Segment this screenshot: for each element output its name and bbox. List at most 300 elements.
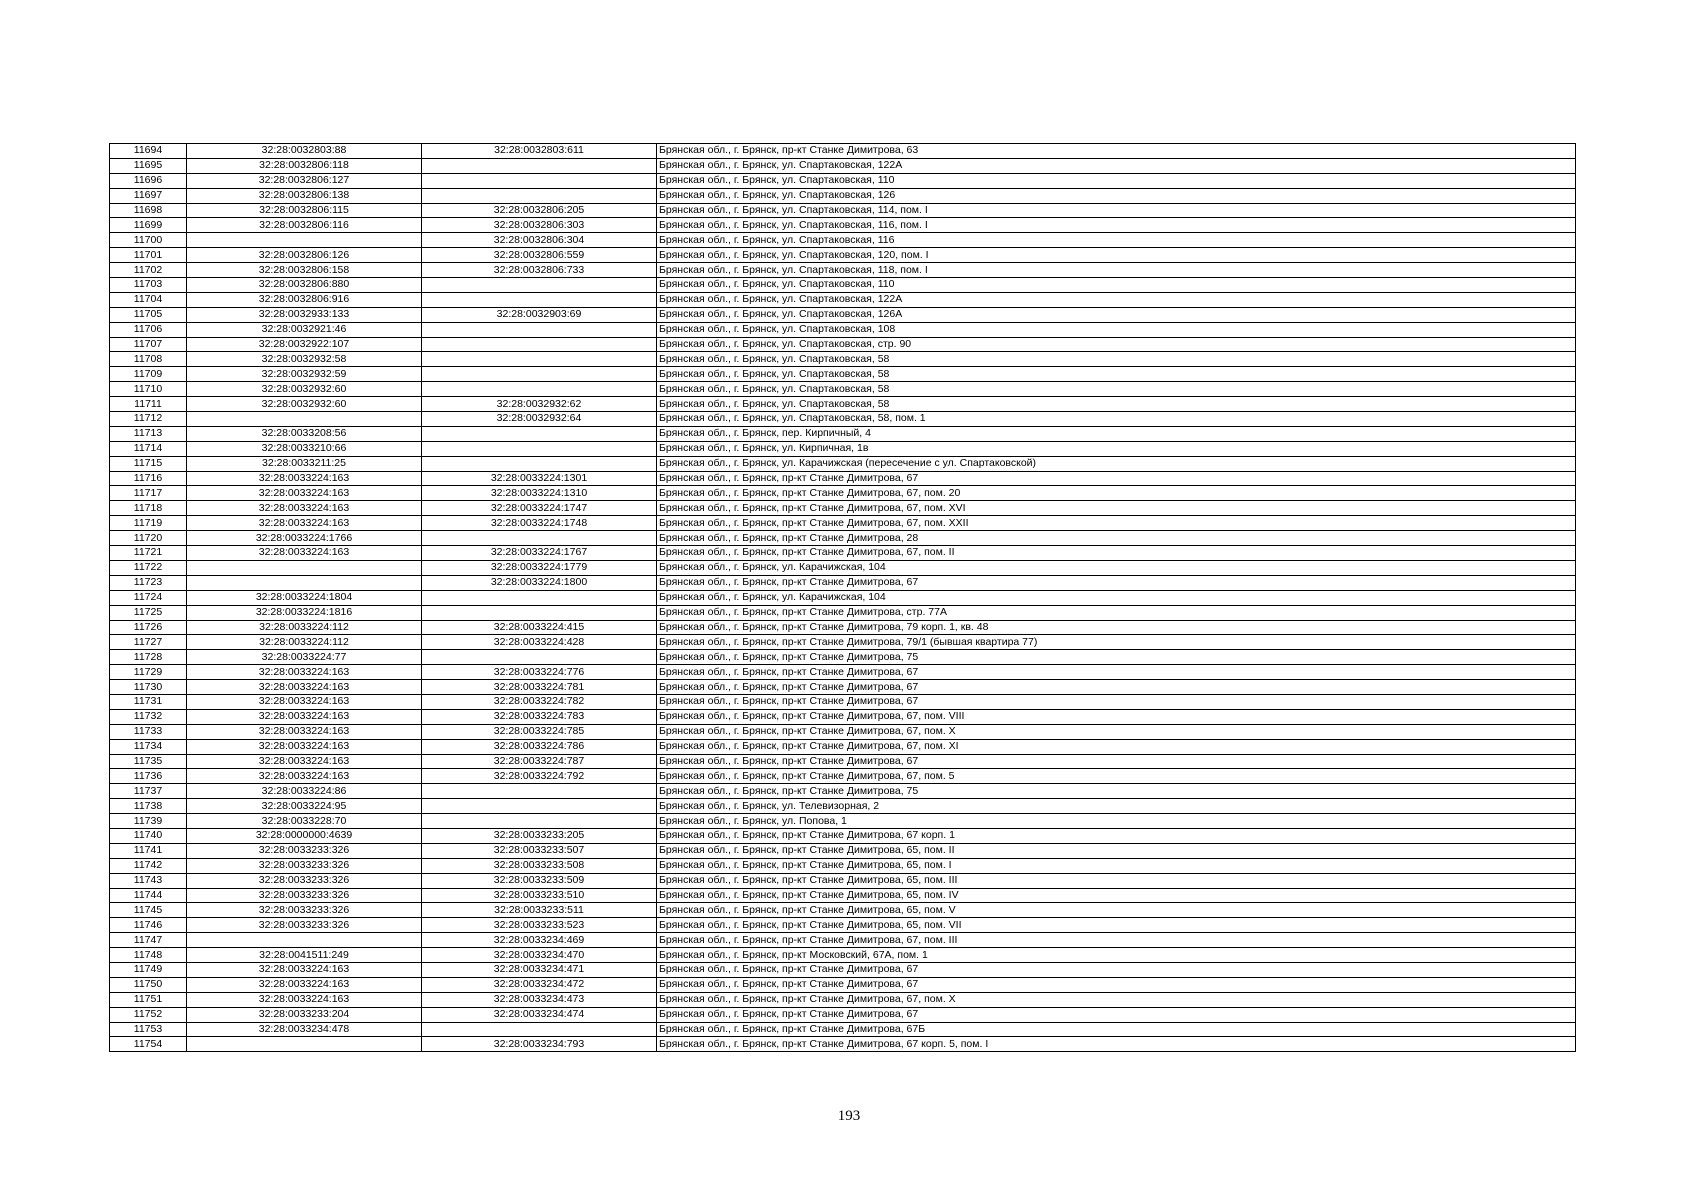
cadastral-number-object-cell: 32:28:0033224:1779 xyxy=(422,560,657,575)
cadastral-number-parcel-cell: 32:28:0032806:118 xyxy=(187,158,422,173)
row-number-cell: 11705 xyxy=(110,307,187,322)
cadastral-number-parcel-cell: 32:28:0033224:1804 xyxy=(187,590,422,605)
table-row xyxy=(110,665,1576,680)
row-number-cell: 11694 xyxy=(110,144,187,159)
address-cell: Брянская обл., г. Брянск, ул. Спартаковская, 126 xyxy=(657,188,1576,203)
cadastral-number-object-cell: 32:28:0033234:472 xyxy=(422,977,657,992)
register-table xyxy=(109,143,1576,1052)
row-number-cell: 11745 xyxy=(110,903,187,918)
address-cell: Брянская обл., г. Брянск, ул. Спартаковская, 122А xyxy=(657,158,1576,173)
row-number-cell: 11719 xyxy=(110,516,187,531)
address-cell: Брянская обл., г. Брянск, ул. Спартаковская, 58 xyxy=(657,397,1576,412)
cadastral-number-parcel-cell: 32:28:0033233:326 xyxy=(187,858,422,873)
cadastral-number-object-cell xyxy=(422,158,657,173)
table-row xyxy=(110,441,1576,456)
row-number-cell: 11717 xyxy=(110,486,187,501)
address-cell: Брянская обл., г. Брянск, ул. Карачижская, 104 xyxy=(657,560,1576,575)
cadastral-number-object-cell: 32:28:0033224:792 xyxy=(422,769,657,784)
cadastral-number-object-cell: 32:28:0033224:415 xyxy=(422,620,657,635)
cadastral-number-object-cell xyxy=(422,456,657,471)
cadastral-number-parcel-cell: 32:28:0033224:163 xyxy=(187,516,422,531)
address-cell: Брянская обл., г. Брянск, пр-кт Станке Димитрова, 75 xyxy=(657,784,1576,799)
table-row xyxy=(110,188,1576,203)
address-cell: Брянская обл., г. Брянск, пр-кт Станке Димитрова, 67, пом. XI xyxy=(657,739,1576,754)
cadastral-number-object-cell: 32:28:0033224:785 xyxy=(422,724,657,739)
address-cell: Брянская обл., г. Брянск, ул. Попова, 1 xyxy=(657,814,1576,829)
row-number-cell: 11720 xyxy=(110,531,187,546)
address-cell: Брянская обл., г. Брянск, пр-кт Станке Димитрова, 67, пом. II xyxy=(657,546,1576,561)
page-number: 193 xyxy=(837,1108,861,1124)
cadastral-number-object-cell: 32:28:0033233:509 xyxy=(422,873,657,888)
row-number-cell: 11737 xyxy=(110,784,187,799)
cadastral-number-parcel-cell: 32:28:0032932:58 xyxy=(187,352,422,367)
table-row xyxy=(110,218,1576,233)
table-row xyxy=(110,590,1576,605)
cadastral-number-parcel-cell: 32:28:0000000:4639 xyxy=(187,828,422,843)
table-row xyxy=(110,531,1576,546)
cadastral-number-object-cell: 32:28:0032932:62 xyxy=(422,397,657,412)
row-number-cell: 11732 xyxy=(110,709,187,724)
cadastral-number-object-cell: 32:28:0032806:559 xyxy=(422,248,657,263)
address-cell: Брянская обл., г. Брянск, пр-кт Станке Димитрова, 65, пом. I xyxy=(657,858,1576,873)
cadastral-number-object-cell: 32:28:0033224:1748 xyxy=(422,516,657,531)
address-cell: Брянская обл., г. Брянск, пр-кт Станке Димитрова, 65, пом. IV xyxy=(657,888,1576,903)
row-number-cell: 11707 xyxy=(110,337,187,352)
address-cell: Брянская обл., г. Брянск, ул. Спартаковская, 120, пом. I xyxy=(657,248,1576,263)
address-cell: Брянская обл., г. Брянск, ул. Спартаковская, 110 xyxy=(657,278,1576,293)
address-cell: Брянская обл., г. Брянск, ул. Спартаковская, стр. 90 xyxy=(657,337,1576,352)
cadastral-number-object-cell xyxy=(422,322,657,337)
cadastral-number-object-cell xyxy=(422,292,657,307)
row-number-cell: 11697 xyxy=(110,188,187,203)
address-cell: Брянская обл., г. Брянск, пр-кт Станке Димитрова, 67 xyxy=(657,962,1576,977)
cadastral-number-parcel-cell: 32:28:0032806:126 xyxy=(187,248,422,263)
cadastral-number-parcel-cell: 32:28:0041511:249 xyxy=(187,948,422,963)
table-row xyxy=(110,739,1576,754)
cadastral-number-parcel-cell: 32:28:0032806:127 xyxy=(187,173,422,188)
address-cell: Брянская обл., г. Брянск, ул. Спартаковская, 58 xyxy=(657,367,1576,382)
cadastral-number-object-cell xyxy=(422,426,657,441)
address-cell: Брянская обл., г. Брянск, пр-кт Станке Димитрова, 67, пом. III xyxy=(657,933,1576,948)
table-row xyxy=(110,322,1576,337)
row-number-cell: 11728 xyxy=(110,650,187,665)
cadastral-number-parcel-cell: 32:28:0032922:107 xyxy=(187,337,422,352)
cadastral-number-parcel-cell: 32:28:0033224:1766 xyxy=(187,531,422,546)
cadastral-number-object-cell xyxy=(422,605,657,620)
cadastral-number-parcel-cell: 32:28:0033224:95 xyxy=(187,799,422,814)
address-cell: Брянская обл., г. Брянск, пр-кт Станке Димитрова, 79 корп. 1, кв. 48 xyxy=(657,620,1576,635)
table-row xyxy=(110,248,1576,263)
row-number-cell: 11724 xyxy=(110,590,187,605)
cadastral-number-parcel-cell: 32:28:0033224:112 xyxy=(187,635,422,650)
table-row xyxy=(110,263,1576,278)
cadastral-number-parcel-cell: 32:28:0032932:60 xyxy=(187,397,422,412)
cadastral-number-parcel-cell xyxy=(187,560,422,575)
address-cell: Брянская обл., г. Брянск, пр-кт Станке Димитрова, стр. 77А xyxy=(657,605,1576,620)
table-row xyxy=(110,412,1576,427)
table-row xyxy=(110,769,1576,784)
row-number-cell: 11751 xyxy=(110,992,187,1007)
table-row xyxy=(110,754,1576,769)
table-row xyxy=(110,784,1576,799)
cadastral-number-object-cell: 32:28:0033234:471 xyxy=(422,962,657,977)
row-number-cell: 11708 xyxy=(110,352,187,367)
table-row xyxy=(110,948,1576,963)
cadastral-number-object-cell: 32:28:0033224:781 xyxy=(422,680,657,695)
cadastral-number-parcel-cell: 32:28:0033211:25 xyxy=(187,456,422,471)
cadastral-number-parcel-cell: 32:28:0033224:163 xyxy=(187,501,422,516)
table-row xyxy=(110,724,1576,739)
table-row xyxy=(110,397,1576,412)
cadastral-number-parcel-cell: 32:28:0033224:86 xyxy=(187,784,422,799)
table-row xyxy=(110,799,1576,814)
address-cell: Брянская обл., г. Брянск, пр-кт Станке Димитрова, 79/1 (бывшая квартира 77) xyxy=(657,635,1576,650)
cadastral-number-parcel-cell: 32:28:0033224:163 xyxy=(187,769,422,784)
address-cell: Брянская обл., г. Брянск, ул. Карачижская (пересечение с ул. Спартаковской) xyxy=(657,456,1576,471)
address-cell: Брянская обл., г. Брянск, пр-кт Станке Димитрова, 67 корп. 1 xyxy=(657,828,1576,843)
table-row xyxy=(110,620,1576,635)
cadastral-number-object-cell: 32:28:0033224:776 xyxy=(422,665,657,680)
cadastral-number-object-cell: 32:28:0033224:428 xyxy=(422,635,657,650)
address-cell: Брянская обл., г. Брянск, ул. Спартаковская, 114, пом. I xyxy=(657,203,1576,218)
table-row xyxy=(110,680,1576,695)
row-number-cell: 11722 xyxy=(110,560,187,575)
address-cell: Брянская обл., г. Брянск, ул. Спартаковская, 126А xyxy=(657,307,1576,322)
cadastral-number-parcel-cell: 32:28:0033224:163 xyxy=(187,962,422,977)
cadastral-number-parcel-cell: 32:28:0032806:158 xyxy=(187,263,422,278)
address-cell: Брянская обл., г. Брянск, ул. Спартаковская, 58 xyxy=(657,352,1576,367)
cadastral-number-parcel-cell: 32:28:0033224:163 xyxy=(187,471,422,486)
cadastral-number-object-cell xyxy=(422,337,657,352)
cadastral-number-parcel-cell: 32:28:0033233:326 xyxy=(187,918,422,933)
table-row xyxy=(110,501,1576,516)
cadastral-number-object-cell xyxy=(422,1022,657,1037)
row-number-cell: 11750 xyxy=(110,977,187,992)
address-cell: Брянская обл., г. Брянск, пр-кт Станке Димитрова, 67 корп. 5, пом. I xyxy=(657,1037,1576,1052)
cadastral-number-parcel-cell: 32:28:0033224:163 xyxy=(187,977,422,992)
cadastral-number-object-cell: 32:28:0033224:787 xyxy=(422,754,657,769)
table-row xyxy=(110,158,1576,173)
table-row xyxy=(110,471,1576,486)
cadastral-number-parcel-cell: 32:28:0033224:163 xyxy=(187,546,422,561)
row-number-cell: 11735 xyxy=(110,754,187,769)
row-number-cell: 11706 xyxy=(110,322,187,337)
cadastral-number-object-cell: 32:28:0032903:69 xyxy=(422,307,657,322)
row-number-cell: 11730 xyxy=(110,680,187,695)
cadastral-number-object-cell xyxy=(422,173,657,188)
cadastral-number-parcel-cell: 32:28:0033228:70 xyxy=(187,814,422,829)
table-row xyxy=(110,650,1576,665)
cadastral-number-parcel-cell: 32:28:0033224:163 xyxy=(187,694,422,709)
table-row xyxy=(110,278,1576,293)
cadastral-number-object-cell: 32:28:0033234:473 xyxy=(422,992,657,1007)
address-cell: Брянская обл., г. Брянск, ул. Кирпичная, 1в xyxy=(657,441,1576,456)
address-cell: Брянская обл., г. Брянск, ул. Карачижская, 104 xyxy=(657,590,1576,605)
table-row xyxy=(110,962,1576,977)
row-number-cell: 11712 xyxy=(110,412,187,427)
row-number-cell: 11744 xyxy=(110,888,187,903)
table-row xyxy=(110,1007,1576,1022)
cadastral-number-object-cell: 32:28:0033234:474 xyxy=(422,1007,657,1022)
cadastral-number-object-cell: 32:28:0033224:1310 xyxy=(422,486,657,501)
cadastral-number-parcel-cell: 32:28:0033210:66 xyxy=(187,441,422,456)
cadastral-number-object-cell: 32:28:0033224:783 xyxy=(422,709,657,724)
row-number-cell: 11749 xyxy=(110,962,187,977)
table-row xyxy=(110,873,1576,888)
row-number-cell: 11734 xyxy=(110,739,187,754)
address-cell: Брянская обл., г. Брянск, пр-кт Московский, 67А, пом. 1 xyxy=(657,948,1576,963)
cadastral-number-object-cell xyxy=(422,590,657,605)
table-row xyxy=(110,843,1576,858)
cadastral-number-object-cell: 32:28:0033224:786 xyxy=(422,739,657,754)
row-number-cell: 11729 xyxy=(110,665,187,680)
cadastral-number-parcel-cell: 32:28:0032803:88 xyxy=(187,144,422,159)
cadastral-number-parcel-cell: 32:28:0033233:326 xyxy=(187,903,422,918)
table-row xyxy=(110,814,1576,829)
cadastral-number-parcel-cell: 32:28:0032806:115 xyxy=(187,203,422,218)
address-cell: Брянская обл., г. Брянск, ул. Спартаковская, 58 xyxy=(657,382,1576,397)
address-cell: Брянская обл., г. Брянск, ул. Спартаковская, 118, пом. I xyxy=(657,263,1576,278)
row-number-cell: 11725 xyxy=(110,605,187,620)
row-number-cell: 11739 xyxy=(110,814,187,829)
cadastral-number-object-cell xyxy=(422,799,657,814)
register-table-body xyxy=(110,144,1576,1052)
row-number-cell: 11711 xyxy=(110,397,187,412)
cadastral-number-parcel-cell xyxy=(187,933,422,948)
cadastral-number-object-cell: 32:28:0033234:469 xyxy=(422,933,657,948)
cadastral-number-parcel-cell: 32:28:0033224:163 xyxy=(187,680,422,695)
table-row xyxy=(110,144,1576,159)
row-number-cell: 11714 xyxy=(110,441,187,456)
address-cell: Брянская обл., г. Брянск, ул. Телевизорная, 2 xyxy=(657,799,1576,814)
table-row xyxy=(110,694,1576,709)
cadastral-number-parcel-cell: 32:28:0032806:116 xyxy=(187,218,422,233)
table-row xyxy=(110,516,1576,531)
cadastral-number-parcel-cell: 32:28:0033233:326 xyxy=(187,843,422,858)
address-cell: Брянская обл., г. Брянск, пр-кт Станке Димитрова, 67 xyxy=(657,680,1576,695)
row-number-cell: 11716 xyxy=(110,471,187,486)
address-cell: Брянская обл., г. Брянск, пр-кт Станке Димитрова, 65, пом. V xyxy=(657,903,1576,918)
cadastral-number-parcel-cell: 32:28:0033233:326 xyxy=(187,888,422,903)
table-row xyxy=(110,337,1576,352)
row-number-cell: 11721 xyxy=(110,546,187,561)
cadastral-number-parcel-cell: 32:28:0032806:880 xyxy=(187,278,422,293)
row-number-cell: 11699 xyxy=(110,218,187,233)
table-row xyxy=(110,546,1576,561)
address-cell: Брянская обл., г. Брянск, пр-кт Станке Димитрова, 67, пом. VIII xyxy=(657,709,1576,724)
address-cell: Брянская обл., г. Брянск, ул. Спартаковская, 110 xyxy=(657,173,1576,188)
address-cell: Брянская обл., г. Брянск, пр-кт Станке Димитрова, 67, пом. 5 xyxy=(657,769,1576,784)
address-cell: Брянская обл., г. Брянск, ул. Спартаковская, 122А xyxy=(657,292,1576,307)
address-cell: Брянская обл., г. Брянск, пр-кт Станке Димитрова, 67 xyxy=(657,694,1576,709)
cadastral-number-object-cell: 32:28:0033233:205 xyxy=(422,828,657,843)
address-cell: Брянская обл., г. Брянск, пр-кт Станке Димитрова, 65, пом. VII xyxy=(657,918,1576,933)
cadastral-number-object-cell: 32:28:0033233:523 xyxy=(422,918,657,933)
address-cell: Брянская обл., г. Брянск, пр-кт Станке Димитрова, 28 xyxy=(657,531,1576,546)
address-cell: Брянская обл., г. Брянск, ул. Спартаковская, 108 xyxy=(657,322,1576,337)
cadastral-number-object-cell: 32:28:0032806:205 xyxy=(422,203,657,218)
address-cell: Брянская обл., г. Брянск, пр-кт Станке Димитрова, 67, пом. X xyxy=(657,992,1576,1007)
table-row xyxy=(110,456,1576,471)
address-cell: Брянская обл., г. Брянск, ул. Спартаковская, 116, пом. I xyxy=(657,218,1576,233)
address-cell: Брянская обл., г. Брянск, пр-кт Станке Димитрова, 65, пом. II xyxy=(657,843,1576,858)
table-row xyxy=(110,382,1576,397)
table-row xyxy=(110,486,1576,501)
cadastral-number-object-cell: 32:28:0032806:304 xyxy=(422,233,657,248)
cadastral-number-object-cell: 32:28:0033224:1747 xyxy=(422,501,657,516)
cadastral-number-object-cell: 32:28:0033234:793 xyxy=(422,1037,657,1052)
address-cell: Брянская обл., г. Брянск, пр-кт Станке Димитрова, 67 xyxy=(657,754,1576,769)
address-cell: Брянская обл., г. Брянск, пр-кт Станке Димитрова, 67, пом. XXII xyxy=(657,516,1576,531)
row-number-cell: 11731 xyxy=(110,694,187,709)
cadastral-number-parcel-cell: 32:28:0032921:46 xyxy=(187,322,422,337)
address-cell: Брянская обл., г. Брянск, ул. Спартаковская, 58, пом. 1 xyxy=(657,412,1576,427)
address-cell: Брянская обл., г. Брянск, пр-кт Станке Димитрова, 67 xyxy=(657,977,1576,992)
cadastral-number-parcel-cell: 32:28:0033224:163 xyxy=(187,992,422,1007)
address-cell: Брянская обл., г. Брянск, пр-кт Станке Димитрова, 67 xyxy=(657,1007,1576,1022)
cadastral-number-parcel-cell: 32:28:0032932:59 xyxy=(187,367,422,382)
table-row xyxy=(110,977,1576,992)
cadastral-number-object-cell xyxy=(422,814,657,829)
cadastral-number-parcel-cell: 32:28:0033224:77 xyxy=(187,650,422,665)
cadastral-number-parcel-cell: 32:28:0033234:478 xyxy=(187,1022,422,1037)
address-cell: Брянская обл., г. Брянск, пр-кт Станке Димитрова, 67, пом. 20 xyxy=(657,486,1576,501)
cadastral-number-parcel-cell xyxy=(187,1037,422,1052)
cadastral-number-object-cell: 32:28:0033224:1800 xyxy=(422,575,657,590)
row-number-cell: 11703 xyxy=(110,278,187,293)
table-row xyxy=(110,933,1576,948)
cadastral-number-parcel-cell: 32:28:0033233:326 xyxy=(187,873,422,888)
row-number-cell: 11748 xyxy=(110,948,187,963)
table-row xyxy=(110,307,1576,322)
table-row xyxy=(110,173,1576,188)
row-number-cell: 11733 xyxy=(110,724,187,739)
row-number-cell: 11700 xyxy=(110,233,187,248)
table-row xyxy=(110,426,1576,441)
row-number-cell: 11696 xyxy=(110,173,187,188)
table-row xyxy=(110,560,1576,575)
cadastral-number-object-cell xyxy=(422,441,657,456)
cadastral-number-object-cell: 32:28:0033224:782 xyxy=(422,694,657,709)
cadastral-number-parcel-cell: 32:28:0032806:916 xyxy=(187,292,422,307)
address-cell: Брянская обл., г. Брянск, пр-кт Станке Димитрова, 67 xyxy=(657,665,1576,680)
row-number-cell: 11702 xyxy=(110,263,187,278)
cadastral-number-object-cell: 32:28:0032806:303 xyxy=(422,218,657,233)
table-row xyxy=(110,918,1576,933)
table-row xyxy=(110,709,1576,724)
row-number-cell: 11736 xyxy=(110,769,187,784)
row-number-cell: 11718 xyxy=(110,501,187,516)
row-number-cell: 11743 xyxy=(110,873,187,888)
table-row xyxy=(110,605,1576,620)
cadastral-number-object-cell xyxy=(422,367,657,382)
cadastral-number-object-cell xyxy=(422,278,657,293)
cadastral-number-object-cell: 32:28:0033233:508 xyxy=(422,858,657,873)
table-row xyxy=(110,233,1576,248)
cadastral-number-parcel-cell: 32:28:0033224:1816 xyxy=(187,605,422,620)
cadastral-number-parcel-cell: 32:28:0033224:163 xyxy=(187,724,422,739)
cadastral-number-parcel-cell: 32:28:0033233:204 xyxy=(187,1007,422,1022)
row-number-cell: 11726 xyxy=(110,620,187,635)
row-number-cell: 11715 xyxy=(110,456,187,471)
row-number-cell: 11704 xyxy=(110,292,187,307)
address-cell: Брянская обл., г. Брянск, ул. Спартаковская, 116 xyxy=(657,233,1576,248)
cadastral-number-parcel-cell: 32:28:0033224:163 xyxy=(187,486,422,501)
row-number-cell: 11752 xyxy=(110,1007,187,1022)
cadastral-number-object-cell: 32:28:0033233:511 xyxy=(422,903,657,918)
cadastral-number-object-cell: 32:28:0032806:733 xyxy=(422,263,657,278)
table-row xyxy=(110,888,1576,903)
address-cell: Брянская обл., г. Брянск, пр-кт Станке Димитрова, 67, пом. XVI xyxy=(657,501,1576,516)
cadastral-number-object-cell: 32:28:0032932:64 xyxy=(422,412,657,427)
cadastral-number-parcel-cell: 32:28:0032932:60 xyxy=(187,382,422,397)
row-number-cell: 11753 xyxy=(110,1022,187,1037)
table-row xyxy=(110,367,1576,382)
cadastral-number-parcel-cell xyxy=(187,575,422,590)
row-number-cell: 11754 xyxy=(110,1037,187,1052)
cadastral-number-parcel-cell: 32:28:0032806:138 xyxy=(187,188,422,203)
cadastral-number-parcel-cell xyxy=(187,412,422,427)
table-row xyxy=(110,992,1576,1007)
address-cell: Брянская обл., г. Брянск, пр-кт Станке Димитрова, 65, пом. III xyxy=(657,873,1576,888)
cadastral-number-parcel-cell: 32:28:0033224:163 xyxy=(187,754,422,769)
address-cell: Брянская обл., г. Брянск, пр-кт Станке Димитрова, 67Б xyxy=(657,1022,1576,1037)
row-number-cell: 11709 xyxy=(110,367,187,382)
cadastral-number-object-cell xyxy=(422,650,657,665)
table-row xyxy=(110,292,1576,307)
row-number-cell: 11738 xyxy=(110,799,187,814)
row-number-cell: 11723 xyxy=(110,575,187,590)
cadastral-number-object-cell xyxy=(422,188,657,203)
cadastral-number-object-cell xyxy=(422,382,657,397)
table-row xyxy=(110,828,1576,843)
row-number-cell: 11740 xyxy=(110,828,187,843)
address-cell: Брянская обл., г. Брянск, пр-кт Станке Димитрова, 67 xyxy=(657,575,1576,590)
cadastral-number-parcel-cell: 32:28:0033208:56 xyxy=(187,426,422,441)
row-number-cell: 11698 xyxy=(110,203,187,218)
cadastral-number-parcel-cell xyxy=(187,233,422,248)
table-row xyxy=(110,903,1576,918)
row-number-cell: 11727 xyxy=(110,635,187,650)
row-number-cell: 11746 xyxy=(110,918,187,933)
cadastral-number-parcel-cell: 32:28:0033224:163 xyxy=(187,665,422,680)
cadastral-number-parcel-cell: 32:28:0033224:112 xyxy=(187,620,422,635)
cadastral-number-object-cell xyxy=(422,531,657,546)
cadastral-number-object-cell: 32:28:0033234:470 xyxy=(422,948,657,963)
address-cell: Брянская обл., г. Брянск, пр-кт Станке Димитрова, 67 xyxy=(657,471,1576,486)
table-row xyxy=(110,635,1576,650)
cadastral-number-object-cell xyxy=(422,784,657,799)
address-cell: Брянская обл., г. Брянск, пр-кт Станке Димитрова, 67, пом. X xyxy=(657,724,1576,739)
row-number-cell: 11710 xyxy=(110,382,187,397)
row-number-cell: 11701 xyxy=(110,248,187,263)
cadastral-number-parcel-cell: 32:28:0033224:163 xyxy=(187,709,422,724)
row-number-cell: 11695 xyxy=(110,158,187,173)
row-number-cell: 11742 xyxy=(110,858,187,873)
table-row xyxy=(110,1022,1576,1037)
table-row xyxy=(110,203,1576,218)
table-row xyxy=(110,575,1576,590)
address-cell: Брянская обл., г. Брянск, пр-кт Станке Димитрова, 75 xyxy=(657,650,1576,665)
cadastral-number-object-cell: 32:28:0033233:507 xyxy=(422,843,657,858)
cadastral-number-parcel-cell: 32:28:0033224:163 xyxy=(187,739,422,754)
table-row xyxy=(110,858,1576,873)
cadastral-number-object-cell xyxy=(422,352,657,367)
row-number-cell: 11741 xyxy=(110,843,187,858)
table-row xyxy=(110,352,1576,367)
cadastral-number-object-cell: 32:28:0033233:510 xyxy=(422,888,657,903)
cadastral-number-object-cell: 32:28:0032803:611 xyxy=(422,144,657,159)
